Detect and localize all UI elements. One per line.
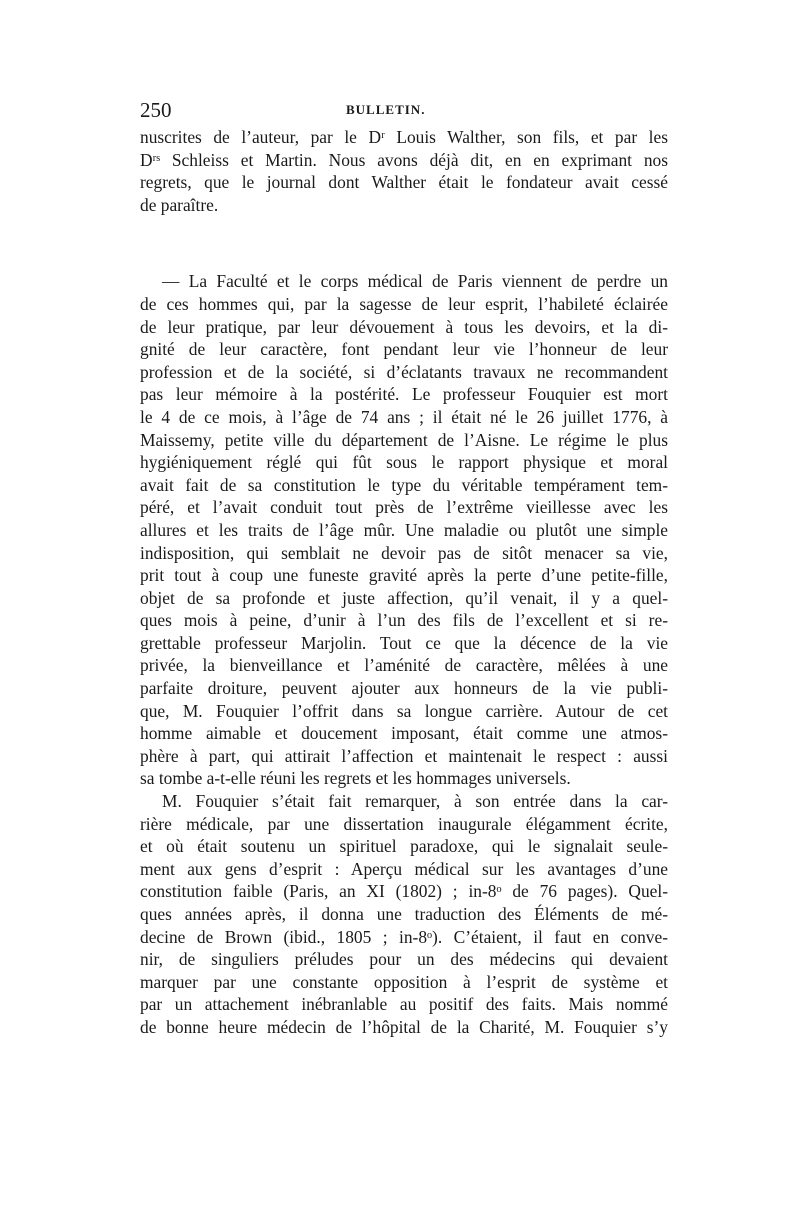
text-line: allures et les traits de l’âge mûr. Une maladie ou plutôt une simple: [140, 519, 668, 540]
paragraph-1: [140, 126, 668, 216]
text-line: péré, et l’avait conduit tout près de l’extrême vieillesse avec les: [140, 497, 668, 518]
text-line: sa tombe a-t-elle réuni les regrets et les hommages universels.: [140, 768, 571, 789]
text-line: marquer par une constante opposition à l’esprit de système et: [140, 971, 668, 992]
paragraph-2: [140, 270, 668, 790]
text-line: rière médicale, par une dissertation inaugurale élégamment écrite,: [140, 813, 668, 834]
paragraph-3: [140, 790, 668, 1039]
page-number: 250: [140, 98, 172, 122]
text-line: gnité de leur caractère, font pendant leur vie l’honneur de leur: [140, 339, 668, 360]
text-line: le 4 de ce mois, à l’âge de 74 ans ; il était né le 26 juillet 1776, à: [140, 406, 668, 427]
text-line: M. Fouquier s’était fait remarquer, à son entrée dans la car-: [162, 791, 668, 812]
text-line: nir, de singuliers préludes pour un des médecins qui devaient: [140, 949, 668, 970]
text-line: grettable professeur Marjolin. Tout ce que la décence de la vie: [140, 632, 668, 653]
text-line: phère à part, qui attirait l’affection et maintenait le respect : aussi: [140, 745, 668, 766]
text-line: ques années après, il donna une traduction des Éléments de mé-: [140, 904, 668, 924]
text-line: — La Faculté et le corps médical de Paris viennent de perdre un: [162, 271, 668, 292]
text-line: indisposition, qui semblait ne devoir pas de sitôt menacer sa vie,: [140, 542, 668, 563]
text-line: prit tout à coup une funeste gravité après la perte d’une petite-fille,: [140, 565, 668, 586]
text-line: de paraître.: [140, 194, 219, 215]
text-line: de ces hommes qui, par la sagesse de leur esprit, l’habileté éclairée: [140, 293, 668, 314]
running-head: [140, 98, 668, 124]
text-line: que, M. Fouquier l’offrit dans sa longue carrière. Autour de cet: [140, 700, 668, 721]
text-line: objet de sa profonde et juste affection, qu’il venait, il y a quel-: [140, 587, 668, 608]
text-line: pas leur mémoire à la postérité. Le professeur Fouquier est mort: [140, 384, 668, 405]
text-line: regrets, que le journal dont Walther était le fondateur avait cessé: [140, 172, 668, 193]
text-line: nuscrites de l’auteur, par le Dʳ Louis Walther, son fils, et par les: [140, 127, 668, 147]
text-line: Dʳˢ Schleiss et Martin. Nous avons déjà dit, en en exprimant nos: [140, 149, 668, 170]
text-line: constitution faible (Paris, an XI (1802) ; in-8ᵒ de 76 pages). Quel-: [140, 881, 668, 902]
text-line: homme aimable et doucement imposant, était comme une atmos-: [140, 723, 668, 744]
text-line: par un attachement inébranlable au positif des faits. Mais nommé: [140, 994, 668, 1015]
text-line: hygiéniquement réglé qui fût sous le rapport physique et moral: [140, 452, 668, 473]
text-line: parfaite droiture, peuvent ajouter aux honneurs de la vie publi-: [140, 678, 668, 699]
text-line: decine de Brown (ibid., 1805 ; in-8ᵒ). C’étaient, il faut en conve-: [140, 926, 668, 947]
text-line: ment aux gens d’esprit : Aperçu médical sur les avantages d’une: [140, 858, 668, 879]
text-line: Maissemy, petite ville du département de l’Aisne. Le régime le plus: [140, 429, 668, 450]
text-line: ques mois à peine, d’unir à l’un des fils de l’excellent et si re-: [140, 610, 668, 631]
book-page: [140, 98, 668, 1039]
text-line: de leur pratique, par leur dévouement à tous les devoirs, et la di-: [140, 316, 668, 337]
running-title: BULLETIN.: [346, 102, 426, 117]
text-line: avait fait de sa constitution le type du véritable tempérament tem-: [140, 474, 668, 495]
text-line: et où était soutenu un spirituel paradoxe, qui le signalait seule-: [140, 836, 668, 857]
text-line: de bonne heure médecin de l’hôpital de la Charité, M. Fouquier s’y: [140, 1016, 668, 1037]
text-line: privée, la bienveillance et l’aménité de caractère, mêlées à une: [140, 655, 668, 676]
text-line: profession et de la société, si d’éclatants travaux ne recommandent: [140, 361, 668, 382]
